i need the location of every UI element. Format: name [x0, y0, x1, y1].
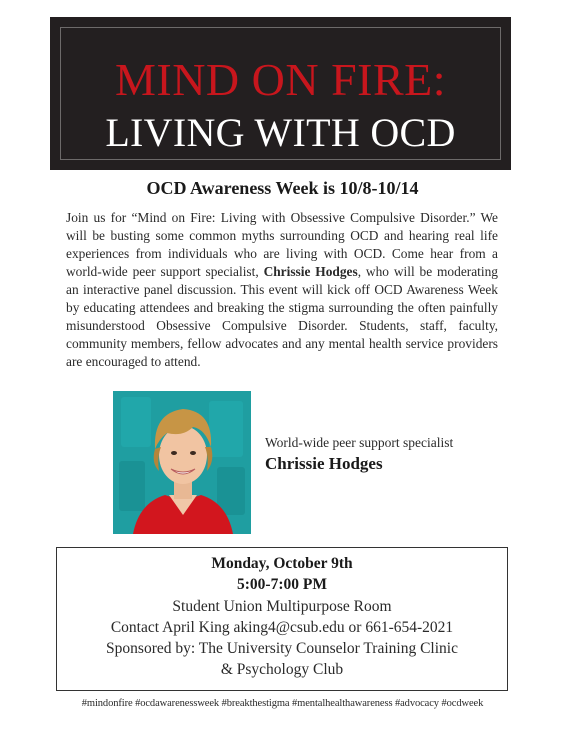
- description-rest: , who will be moderating an interactive panel discussion. This event will kick off OCD Awareness Week by educating attendees and breaking the stigma surrounding the often painfully misunderstood Obsessive Compulsive Disorder. Students, staff, faculty, community members, fellow advocates and any mental health service providers are encouraged to attend.: [66, 264, 498, 369]
- event-sponsor-line-1: Sponsored by: The University Counselor Training Clinic: [106, 640, 458, 657]
- title-living-with-ocd: LIVING WITH OCD: [105, 110, 456, 155]
- speaker-role: World-wide peer support specialist: [265, 435, 454, 450]
- speaker-photo: [113, 391, 251, 534]
- hashtags-line: #mindonfire #ocdawarenessweek #breakthestigma #mentalhealthawareness #advocacy #ocdweek: [81, 698, 484, 709]
- event-description: [66, 209, 498, 371]
- description-intro: Join us for “Mind on Fire: Living with Obsessive Compulsive Disorder.” We will be busting some common myths surrounding OCD and hearing real life experiences from individuals who are living with OCD. Come hear from a world-wide peer support specialist,: [66, 210, 498, 279]
- event-contact: Contact April King aking4@csub.edu or 661-654-2021: [110, 619, 454, 636]
- description-speaker-name: Chrissie Hodges: [263, 264, 358, 279]
- event-sponsor-line-2: & Psychology Club: [220, 661, 344, 678]
- title-banner: [52, 19, 509, 168]
- event-date: Monday, October 9th: [211, 555, 353, 572]
- event-time: 5:00-7:00 PM: [237, 576, 327, 593]
- event-location: Student Union Multipurpose Room: [172, 598, 392, 615]
- speaker-name: Chrissie Hodges: [265, 454, 383, 473]
- title-mind-on-fire: MIND ON FIRE:: [114, 54, 447, 105]
- speaker-portrait-illustration: [113, 391, 251, 534]
- event-details-box: [56, 547, 508, 691]
- awareness-week-heading: OCD Awareness Week is 10/8-10/14: [146, 178, 419, 198]
